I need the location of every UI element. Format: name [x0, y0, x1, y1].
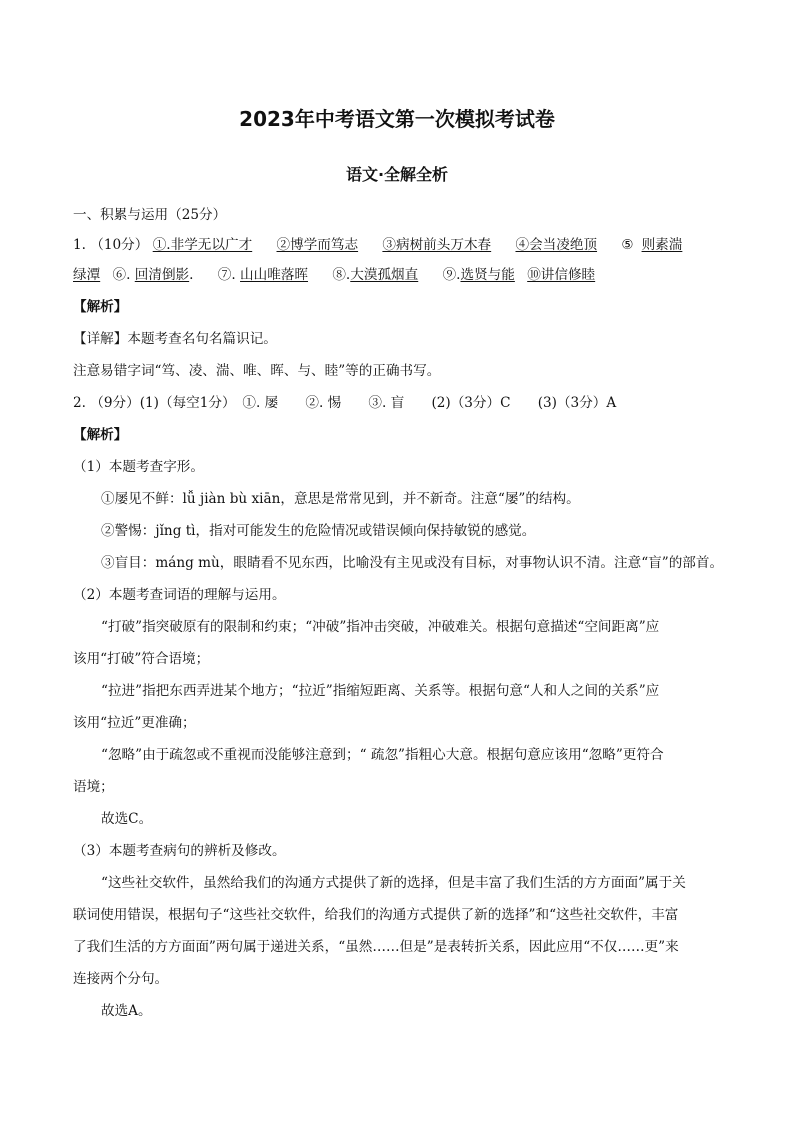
q1-answer-8: 大漠孤烟直	[350, 267, 419, 283]
q1-answer-3: ③病树前头万木春	[382, 237, 492, 253]
q2-part2-para-1-cont: 该用“打破”符合语境；	[73, 651, 210, 667]
page-subtitle: 语文·全解全析	[345, 165, 449, 184]
q2-part3-title: （3）本题考查病句的辨析及修改。	[73, 843, 286, 859]
q1-answer-9: 选贤与能	[460, 267, 515, 283]
q2-part3-para-2: 联词使用错误，根据句子“这些社交软件，给我们的沟通方式提供了新的选择”和“这些社交软件，丰富	[73, 907, 679, 923]
q2-part3-answer: 故选A。	[101, 1003, 152, 1019]
q1-answer-2: ②博学而笃志	[276, 237, 359, 253]
q2-part3-para-4: 连接两个分句。	[73, 971, 169, 987]
page-title: 2023年中考语文第一次模拟考试卷	[239, 107, 555, 131]
q2-part3-para-3: 了我们生活的方方面面”两句属于递进关系，“虽然……但是”是表转折关系，因此应用“不仅……更”来	[73, 939, 679, 955]
q2-part2-title: （2）本题考查词语的理解与运用。	[73, 587, 286, 603]
q1-analysis-heading: 【解析】	[73, 299, 128, 315]
q2-part3-para-1: “这些社交软件，虽然给我们的沟通方式提供了新的选择，但是丰富了我们生活的方方面面”属于关	[101, 875, 686, 891]
q1-note: 注意易错字词“笃、凌、湍、唯、晖、与、睦”等的正确书写。	[73, 363, 441, 379]
q1-answer-7: 山山唯落晖	[240, 267, 309, 283]
q1-answer-8-num: ⑧.	[332, 267, 351, 283]
q1-answer-1: ①.非学无以广才	[152, 237, 253, 253]
q1-prefix: 1. （10分）	[73, 237, 149, 253]
q2-part1-item-2: ②警惕：jǐng tì，指对可能发生的危险情况或错误倾向保持敏锐的感觉。	[101, 523, 536, 539]
q1-detail: 【详解】本题考查名句名篇识记。	[73, 331, 277, 347]
q2-part2-para-3: “忽略”由于疏忽或不重视而没能够注意到；“ 疏忽”指粗心大意。根据句意应该用“忽略”更符合	[101, 747, 664, 763]
q2-part2-para-2: “拉进”指把东西弄进某个地方；“拉近”指缩短距离、关系等。根据句意“人和人之间的关系”应	[101, 683, 660, 699]
q2-part2-para-3-cont: 语境；	[73, 779, 114, 795]
q1-answer-5: 则素湍	[641, 237, 683, 253]
q1-answer-5-num: ⑤	[621, 237, 634, 253]
q1-answer-4: ④会当凌绝顶	[515, 237, 598, 253]
section-heading: 一、积累与运用（25分）	[73, 207, 227, 223]
q2-analysis-heading: 【解析】	[73, 427, 128, 443]
q2-part2-answer: 故选C。	[101, 811, 153, 827]
q1-answer-line-1	[73, 236, 682, 254]
q1-answer-6-num: ⑥.	[112, 267, 131, 283]
q2-part1-item-3: ③盲目：máng mù，眼睛看不见东西，比喻没有主见或没有目标，对事物认识不清。注意“盲”的部首。	[101, 555, 724, 571]
q1-answer-5-cont: 绿潭	[73, 267, 101, 283]
q2-part2-para-2-cont: 该用“拉近”更准确；	[73, 715, 196, 731]
q1-answer-9-num: ⑨.	[442, 267, 461, 283]
q2-part1-title: （1）本题考查字形。	[73, 459, 204, 475]
q1-answer-10: ⑩讲信修睦	[527, 267, 596, 283]
q1-answer-7-num: ⑦.	[217, 267, 236, 283]
q1-answer-line-2: 绿潭 ⑥. 回清倒影. ⑦. 山山唯落晖 ⑧.大漠孤烟直 ⑨.选贤与能 ⑩讲信修睦	[73, 267, 596, 283]
q2-part1-item-1: ①屡见不鲜：lǚ jiàn bù xiān，意思是常常见到，并不新奇。注意“屡”的结构。	[101, 491, 580, 507]
q2-part2-para-1: “打破”指突破原有的限制和约束；“冲破”指冲击突破，冲破难关。根据句意描述“空间距离”应	[101, 619, 660, 635]
q1-answer-6: 回清倒影	[134, 267, 190, 283]
q2-answer-line: 2. （9分）(1)（每空1分） ①. 屡 ②. 惕 ③. 盲 (2)（3分）C (3)（3分）A	[73, 395, 617, 411]
